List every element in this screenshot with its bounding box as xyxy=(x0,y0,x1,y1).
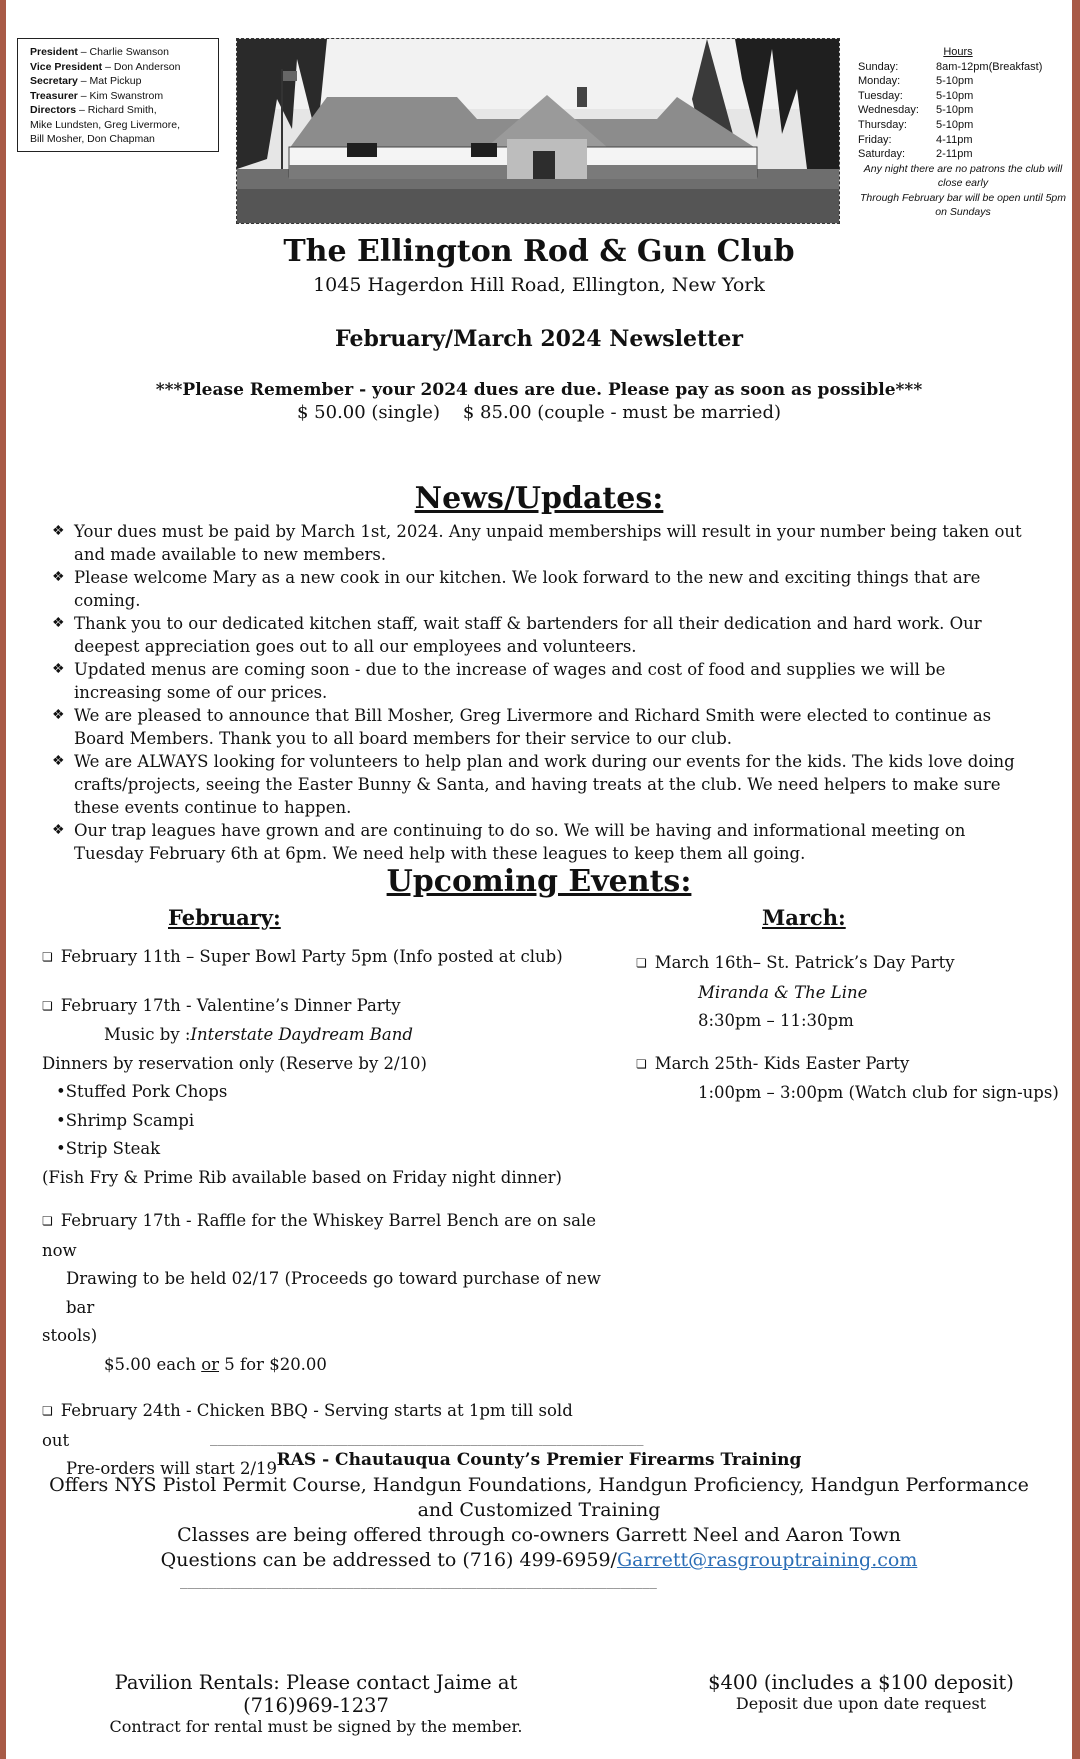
newsletter-title: February/March 2024 Newsletter xyxy=(335,326,743,352)
ras-line: and Customized Training xyxy=(417,1499,661,1521)
fish-line: (Fish Fry & Prime Rib available based on Friday night dinner) xyxy=(42,1167,562,1187)
ras-email-link[interactable]: Garrett@rasgrouptraining.com xyxy=(616,1549,918,1571)
divider: __________________________________________________________________ xyxy=(180,1575,657,1589)
march-events xyxy=(636,949,1066,1108)
raffle-line: Drawing to be held 02/17 (Proceeds go toward purchase of new bar xyxy=(66,1269,601,1317)
ras-line: Offers NYS Pistol Permit Course, Handgun Foundations, Handgun Proficiency, Handgun Performance xyxy=(49,1474,1029,1496)
pavilion-price xyxy=(696,1671,1026,1713)
news-item: ❖ Your dues must be paid by March 1st, 2024. Any unpaid memberships will result in your number being taken out and made available to new members. xyxy=(46,520,1036,566)
hours-title: Hours xyxy=(943,46,973,58)
event-easter: ❏ March 25th- Kids Easter Party xyxy=(636,1050,1066,1080)
price-line: $400 (includes a $100 deposit) xyxy=(708,1671,1014,1694)
clubhouse-photo xyxy=(236,38,840,224)
event-valentine: ❏ February 17th - Valentine’s Dinner Party xyxy=(42,992,602,1022)
officers-box xyxy=(17,38,219,152)
hours-row: Saturday: 2-11pm xyxy=(858,148,973,161)
dues-reminder: ***Please Remember - your 2024 dues are due. Please pay as soon as possible*** xyxy=(155,380,923,400)
club-address: 1045 Hagerdon Hill Road, Ellington, New York xyxy=(313,274,765,296)
deposit-line: Deposit due upon date request xyxy=(735,1694,987,1713)
divider: ____________________________________________________________ xyxy=(210,1432,644,1446)
ras-section xyxy=(6,1448,1072,1573)
pavilion-line: Pavilion Rentals: Please contact Jaime at (716)969-1237 xyxy=(114,1671,518,1717)
hours-box xyxy=(858,45,1068,220)
raffle-price: $5.00 each or 5 for $20.00 xyxy=(104,1354,327,1374)
hours-row: Monday: 5-10pm xyxy=(858,75,974,88)
menu-item: •Stuffed Pork Chops xyxy=(56,1082,228,1101)
news-item: ❖ Updated menus are coming soon - due to the increase of wages and cost of food and supplies we will be increasing some of our prices. xyxy=(46,658,1036,704)
hours-row: Tuesday: 5-10pm xyxy=(858,89,974,102)
news-item: ❖ Thank you to our dedicated kitchen staff, wait staff & bartenders for all their dedication and hard work. Our deepest appreciation goes out to all our employees and volunteers. xyxy=(46,612,1036,658)
hours-row: Sunday: 8am-12pm(Breakfast) xyxy=(858,60,1043,73)
dues-amounts: $ 50.00 (single) $ 85.00 (couple - must be married) xyxy=(296,402,781,423)
dinners-line: Dinners by reservation only (Reserve by 2/10) xyxy=(42,1053,427,1073)
music-line: Music by :Interstate Daydream Band xyxy=(104,1025,413,1044)
march-heading: March: xyxy=(762,905,846,930)
club-name: The Ellington Rod & Gun Club xyxy=(283,234,795,269)
clubhouse-illustration xyxy=(237,39,839,223)
pavilion-rentals xyxy=(66,1671,566,1736)
news-item: ❖ Our trap leagues have grown and are continuing to do so. We will be having and informational meeting on Tuesday February 6th at 6pm. We need help with these leagues to keep them all going. xyxy=(46,819,1036,865)
officer-line: Treasurer – Kim Swanstrom xyxy=(30,89,164,102)
news-item: ❖ We are pleased to announce that Bill Mosher, Greg Livermore and Richard Smith were elected to continue as Board Members. Thank you to all board members for their service to our club. xyxy=(46,704,1036,750)
hours-note: Through February bar will be open until 5pm on Sundays xyxy=(859,191,1067,219)
event-stpatricks: ❏ March 16th– St. Patrick’s Day Party xyxy=(636,949,1066,979)
easter-time: 1:00pm – 3:00pm (Watch club for sign-ups) xyxy=(698,1083,1059,1102)
news-item: ❖ We are ALWAYS looking for volunteers to help plan and work during our events for the kids. The kids love doing crafts/projects, seeing the Easter Bunny & Santa, and having treats at the club. We need helpers to make sure these events continue to happen. xyxy=(46,750,1036,819)
hours-row: Friday: 4-11pm xyxy=(858,133,973,146)
menu-item: •Strip Steak xyxy=(56,1139,161,1158)
ras-line: Classes are being offered through co-owners Garrett Neel and Aaron Town xyxy=(177,1524,901,1546)
band-line: Miranda & The Line xyxy=(698,982,868,1002)
officer-line: President – Charlie Swanson xyxy=(30,46,169,58)
hours-row: Thursday: 5-10pm xyxy=(858,118,974,131)
events-heading: Upcoming Events: xyxy=(386,864,692,899)
news-list xyxy=(46,520,1036,865)
february-events xyxy=(42,943,602,1484)
officer-line: Bill Mosher, Don Chapman xyxy=(30,133,155,145)
hours-note: Any night there are no patrons the club will close early xyxy=(863,162,1063,190)
officer-line: Secretary – Mat Pickup xyxy=(30,75,142,87)
bbq-line: Pre-orders will start 2/19 xyxy=(66,1459,278,1478)
newsletter-page xyxy=(6,0,1072,1759)
contract-line: Contract for rental must be signed by the member. xyxy=(109,1717,523,1736)
event-superbowl: ❏ February 11th – Super Bowl Party 5pm (Info posted at club) xyxy=(42,943,602,973)
event-raffle: ❏ February 17th - Raffle for the Whiskey Barrel Bench are on sale now xyxy=(42,1207,602,1265)
menu-item: •Shrimp Scampi xyxy=(56,1110,195,1130)
ras-title: RAS - Chautauqua County’s Premier Firearms Training xyxy=(276,1450,802,1470)
ras-line: Questions can be addressed to (716) 499-6959/Garrett@rasgrouptraining.com xyxy=(160,1549,918,1571)
officer-line: Directors – Richard Smith, xyxy=(30,104,157,116)
february-heading: February: xyxy=(168,905,281,930)
officer-line: Vice President – Don Anderson xyxy=(30,60,181,73)
raffle-line: stools) xyxy=(42,1326,98,1345)
news-heading: News/Updates: xyxy=(414,481,664,516)
hours-row: Wednesday: 5-10pm xyxy=(858,104,974,117)
time-line: 8:30pm – 11:30pm xyxy=(698,1011,854,1030)
news-item: ❖ Please welcome Mary as a new cook in our kitchen. We look forward to the new and exciting things that are coming. xyxy=(46,566,1036,612)
officer-line: Mike Lundsten, Greg Livermore, xyxy=(30,118,180,131)
event-bbq: ❏ February 24th - Chicken BBQ - Serving starts at 1pm till sold out xyxy=(42,1397,602,1455)
